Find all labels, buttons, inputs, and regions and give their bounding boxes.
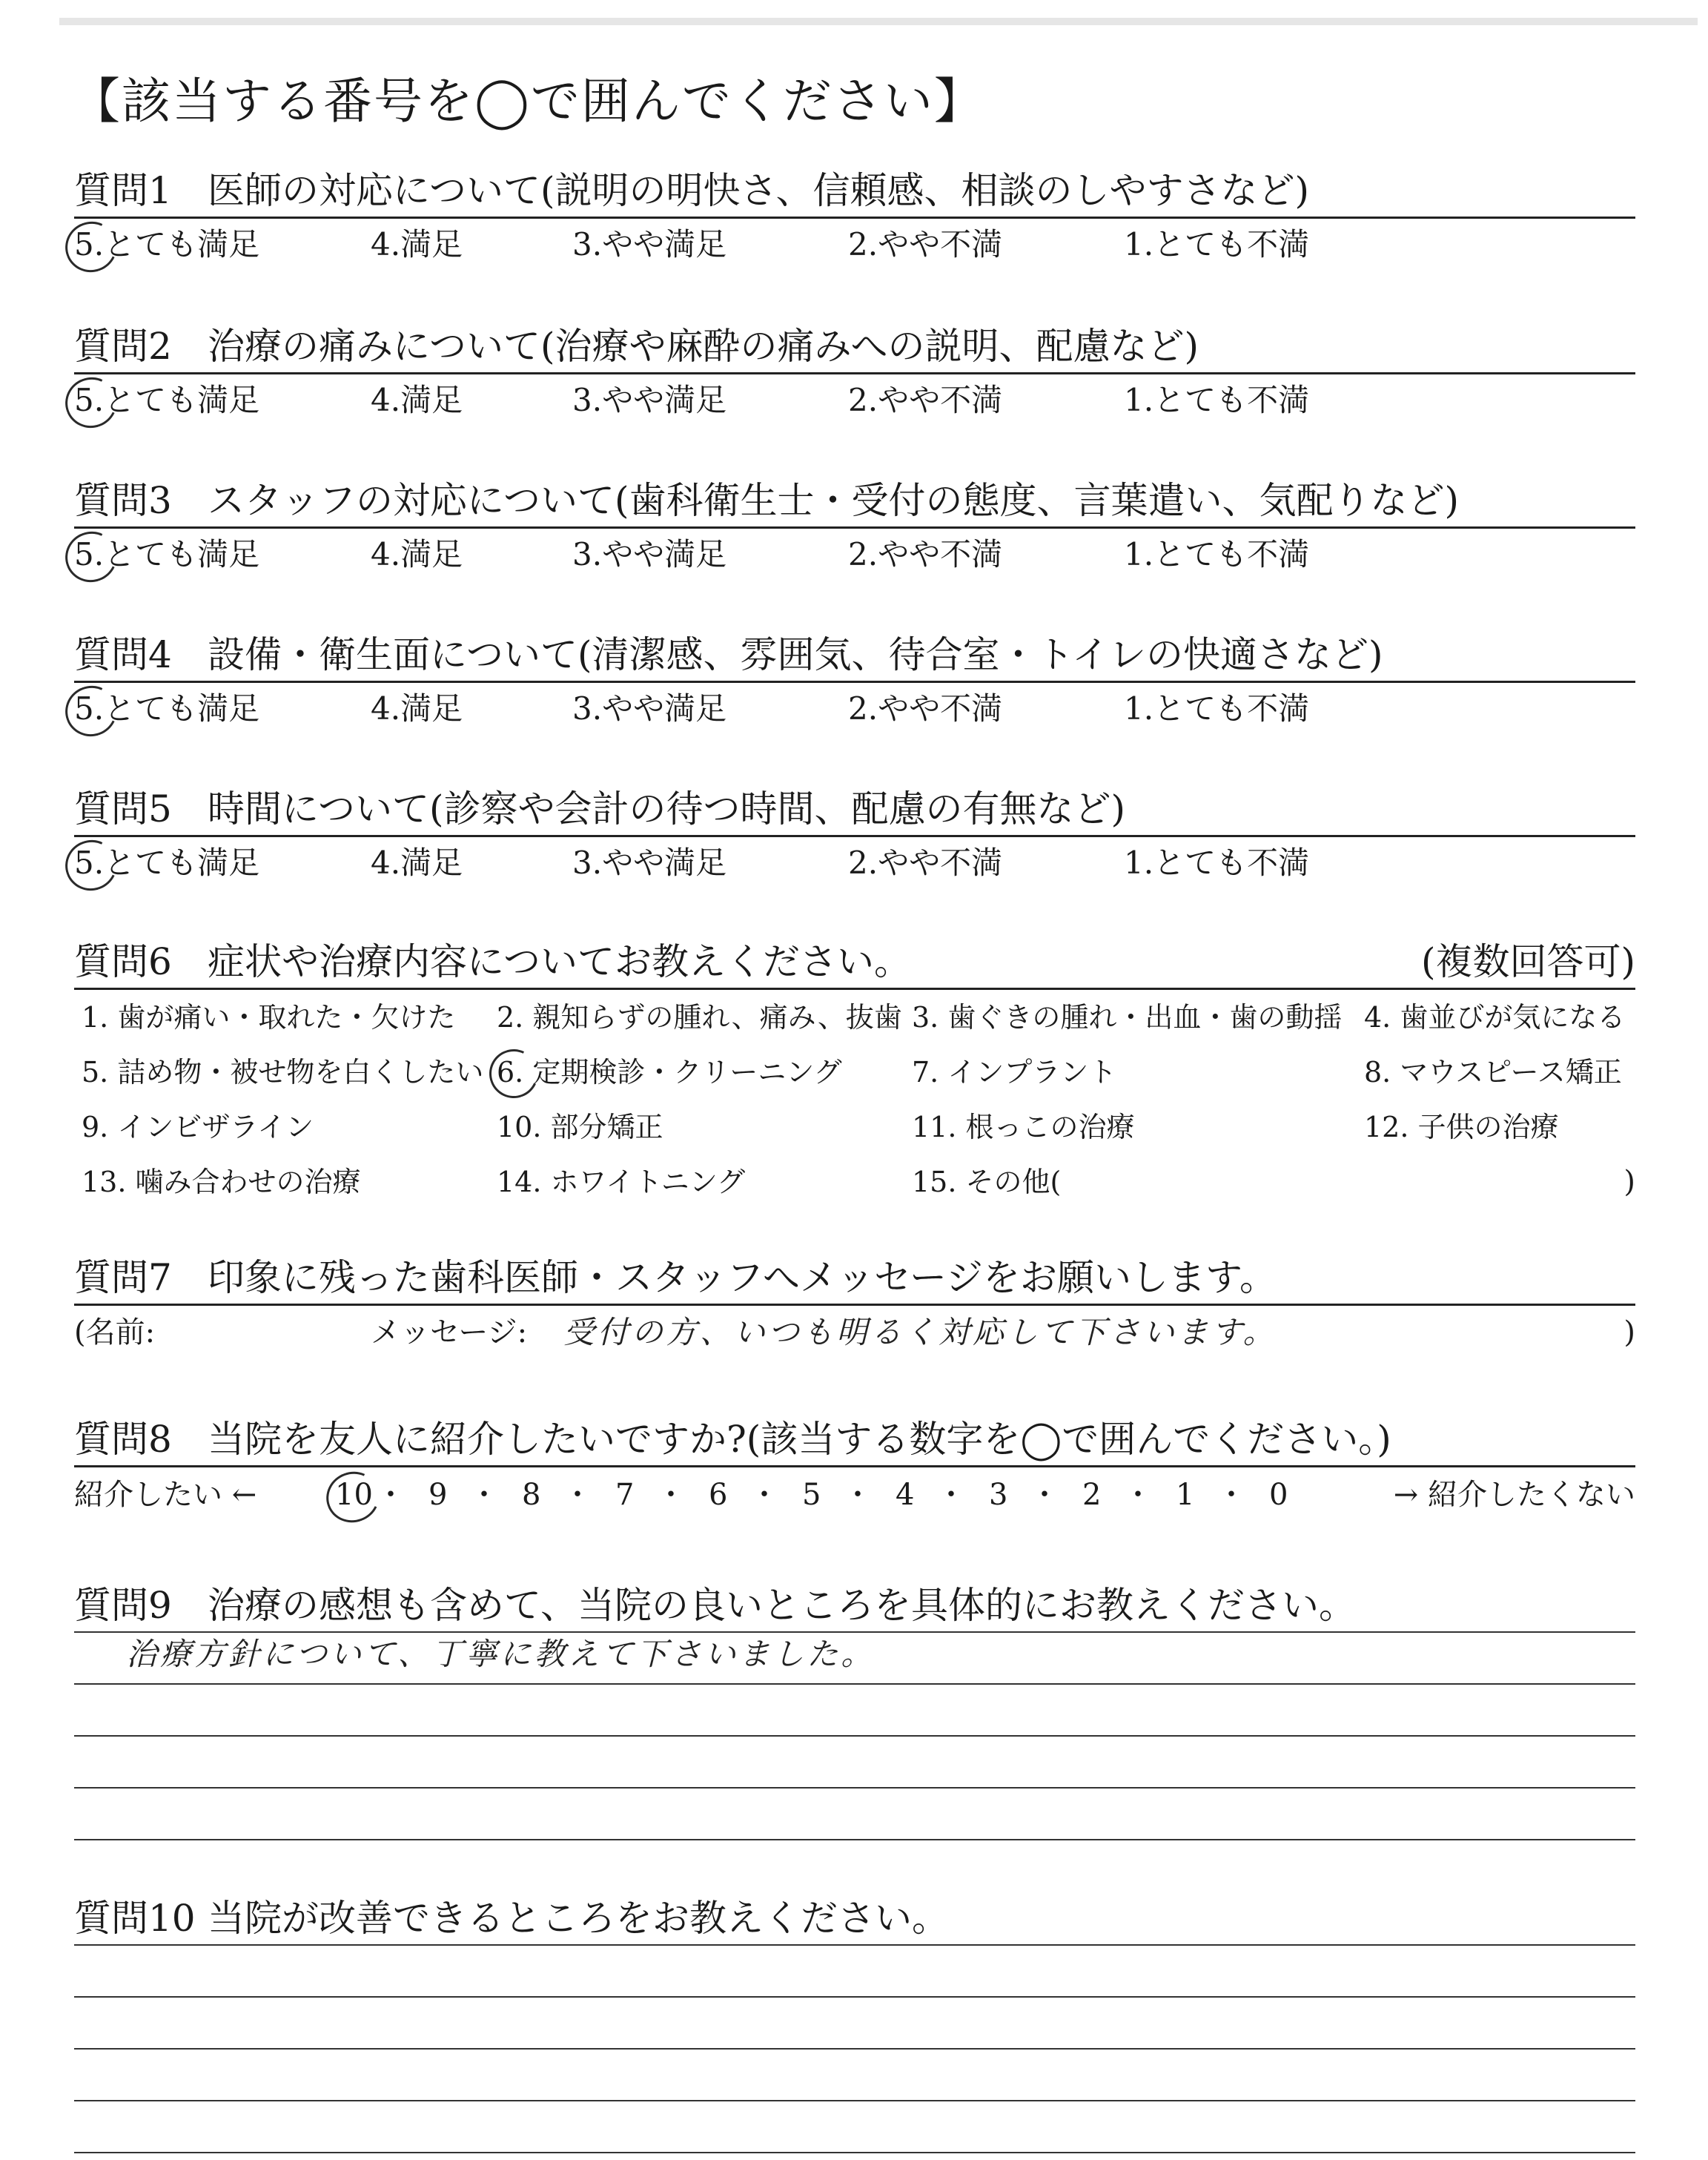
scale-separator: ・ (1123, 1478, 1153, 1512)
question-text: スタッフの対応について(歯科衛生士・受付の態度、言葉遣い、気配りなど) (208, 479, 1460, 522)
answer-line (74, 2100, 1635, 2101)
question-3 (74, 475, 1635, 581)
rating-option[interactable]: 2.やや不満 (848, 536, 1003, 572)
symptom-option[interactable]: 2. 親知らずの腫れ、痛み、抜歯 (497, 1001, 902, 1034)
rating-option[interactable]: 1.とても不満 (1124, 690, 1310, 727)
multiple-answer-note: (複数回答可) (1420, 940, 1635, 983)
scale-number[interactable]: 6 (709, 1478, 728, 1512)
symptom-option[interactable]: 9. インビザライン (82, 1111, 314, 1143)
question-9 (74, 1579, 1635, 1840)
answer-line (74, 1839, 1635, 1840)
question-6 (74, 936, 1635, 1209)
rating-option[interactable]: 4.満足 (371, 382, 463, 418)
scale-number[interactable]: 9 (428, 1478, 448, 1512)
scale-separator: ・ (563, 1478, 592, 1512)
rating-option[interactable]: 1.とても不満 (1124, 382, 1310, 418)
symptom-option[interactable]: 6. 定期検診・クリーニング (497, 1056, 842, 1089)
scale-number[interactable]: 8 (522, 1478, 541, 1512)
rating-option[interactable]: 2.やや不満 (848, 382, 1003, 418)
rating-option[interactable]: 5.とても満足 (74, 690, 260, 727)
rating-option[interactable]: 4.満足 (371, 226, 463, 262)
scale-number[interactable]: 7 (615, 1478, 635, 1512)
rating-option[interactable]: 5.とても満足 (74, 536, 260, 572)
question-text: 当院を友人に紹介したいですか?(該当する数字を◯で囲んでください。) (208, 1418, 1391, 1461)
rating-options (74, 837, 1635, 889)
handwritten-answer: 治療方針について、丁寧に教えて下さいました。 (126, 1636, 875, 1672)
question-5 (74, 783, 1635, 889)
scale-number[interactable]: 0 (1269, 1478, 1288, 1512)
rating-option[interactable]: 5.とても満足 (74, 845, 260, 881)
symptom-option[interactable]: 12. 子供の治療 (1364, 1111, 1559, 1143)
handwritten-message: 受付の方、いつも明るく対応して下さいます。 (563, 1314, 1277, 1350)
question-number: 質問1 (74, 169, 172, 212)
rating-options (74, 683, 1635, 735)
scale-number[interactable]: 4 (896, 1478, 915, 1512)
answer-line (74, 1787, 1635, 1789)
question-number: 質問6 (74, 940, 172, 983)
rating-options (74, 374, 1635, 426)
rating-option[interactable]: 2.やや不満 (848, 690, 1003, 727)
question-10 (74, 1892, 1635, 2153)
instruction-header: 【該当する番号を◯で囲んでください】 (71, 73, 984, 130)
rating-option[interactable]: 1.とても不満 (1124, 226, 1310, 262)
symptom-option[interactable]: 3. 歯ぐきの腫れ・出血・歯の動揺 (912, 1001, 1343, 1034)
rating-option[interactable]: 3.やや満足 (572, 226, 727, 262)
answer-line (74, 1996, 1635, 1998)
answer-line (74, 2152, 1635, 2153)
recommend-scale (74, 1467, 1635, 1522)
rating-options (74, 219, 1635, 271)
scale-separator: ・ (376, 1478, 406, 1512)
question-4 (74, 629, 1635, 735)
rating-option[interactable]: 4.満足 (371, 845, 463, 881)
rating-option[interactable]: 3.やや満足 (572, 536, 727, 572)
question-text: 設備・衛生面について(清潔感、雰囲気、待合室・トイレの快適さなど) (208, 633, 1383, 676)
question-number: 質問3 (74, 479, 172, 522)
closing-paren: ) (1623, 1165, 1635, 1199)
scale-separator: ・ (1217, 1478, 1246, 1512)
scale-separator: ・ (1030, 1478, 1059, 1512)
scale-separator: ・ (469, 1478, 499, 1512)
rating-option[interactable]: 4.満足 (371, 690, 463, 727)
answer-line (74, 1683, 1635, 1685)
name-label: (名前: (74, 1315, 156, 1350)
symptom-option[interactable]: 10. 部分矯正 (497, 1111, 663, 1143)
message-row (74, 1306, 1635, 1359)
message-label: メッセージ: (371, 1315, 528, 1350)
scale-right-label: → 紹介したくない (1393, 1478, 1635, 1512)
question-number: 質問7 (74, 1256, 172, 1299)
rating-option[interactable]: 1.とても不満 (1124, 536, 1310, 572)
answer-lines (74, 1944, 1635, 2153)
rating-option[interactable]: 3.やや満足 (572, 690, 727, 727)
scale-separator: ・ (656, 1478, 686, 1512)
scale-number[interactable]: 10 (335, 1478, 373, 1512)
rating-option[interactable]: 1.とても不満 (1124, 845, 1310, 881)
symptom-options (74, 990, 1635, 1209)
symptom-option[interactable]: 8. マウスピース矯正 (1364, 1056, 1622, 1089)
rating-option[interactable]: 5.とても満足 (74, 382, 260, 418)
answer-line (74, 1735, 1635, 1737)
rating-option[interactable]: 5.とても満足 (74, 226, 260, 262)
rating-option[interactable]: 2.やや不満 (848, 845, 1003, 881)
rating-options (74, 529, 1635, 581)
question-text: 時間について(診察や会計の待つ時間、配慮の有無など) (208, 787, 1126, 830)
rating-option[interactable]: 3.やや満足 (572, 845, 727, 881)
scale-number[interactable]: 3 (989, 1478, 1008, 1512)
question-number: 質問8 (74, 1418, 172, 1461)
question-1 (74, 165, 1635, 271)
rating-option[interactable]: 3.やや満足 (572, 382, 727, 418)
question-number: 質問2 (74, 325, 172, 368)
symptom-option[interactable]: 15. その他( (912, 1166, 1062, 1198)
symptom-option[interactable]: 1. 歯が痛い・取れた・欠けた (82, 1001, 456, 1034)
top-border (59, 18, 1698, 25)
question-text: 当院が改善できるところをお教えください。 (208, 1897, 949, 1940)
question-text: 症状や治療内容についてお教えください。 (208, 940, 911, 983)
symptom-option[interactable]: 7. インプラント (912, 1056, 1117, 1089)
answer-line (74, 2048, 1635, 2050)
symptom-option[interactable]: 4. 歯並びが気になる (1364, 1001, 1626, 1034)
question-number: 質問4 (74, 633, 172, 676)
question-number: 質問5 (74, 787, 172, 830)
closing-paren: ) (1623, 1315, 1635, 1350)
question-number: 質問9 (74, 1584, 172, 1627)
question-text: 印象に残った歯科医師・スタッフへメッセージをお願いします。 (208, 1256, 1277, 1299)
scale-separator: ・ (843, 1478, 873, 1512)
rating-option[interactable]: 2.やや不満 (848, 226, 1003, 262)
scale-left-label: 紹介したい ← (74, 1478, 257, 1512)
symptom-option[interactable]: 14. ホワイトニング (497, 1166, 746, 1198)
symptom-option[interactable]: 13. 噛み合わせの治療 (82, 1166, 361, 1198)
symptom-option[interactable]: 11. 根っこの治療 (912, 1111, 1135, 1143)
question-8 (74, 1413, 1635, 1522)
scale-separator: ・ (749, 1478, 779, 1512)
scale-number[interactable]: 2 (1082, 1478, 1102, 1512)
rating-option[interactable]: 4.満足 (371, 536, 463, 572)
answer-lines (74, 1631, 1635, 1840)
symptom-option[interactable]: 5. 詰め物・被せ物を白くしたい (82, 1056, 484, 1089)
scale-separator: ・ (936, 1478, 966, 1512)
answer-line (74, 1944, 1635, 1946)
question-number: 質問10 (74, 1897, 196, 1940)
scale-number[interactable]: 5 (802, 1478, 821, 1512)
question-text: 医師の対応について(説明の明快さ、信頼感、相談のしやすさなど) (208, 169, 1310, 212)
question-text: 治療の感想も含めて、当院の良いところを具体的にお教えください。 (208, 1584, 1356, 1627)
question-2 (74, 320, 1635, 426)
question-text: 治療の痛みについて(治療や麻酔の痛みへの説明、配慮など) (208, 325, 1199, 368)
scale-number[interactable]: 1 (1176, 1478, 1195, 1512)
question-7 (74, 1252, 1635, 1359)
